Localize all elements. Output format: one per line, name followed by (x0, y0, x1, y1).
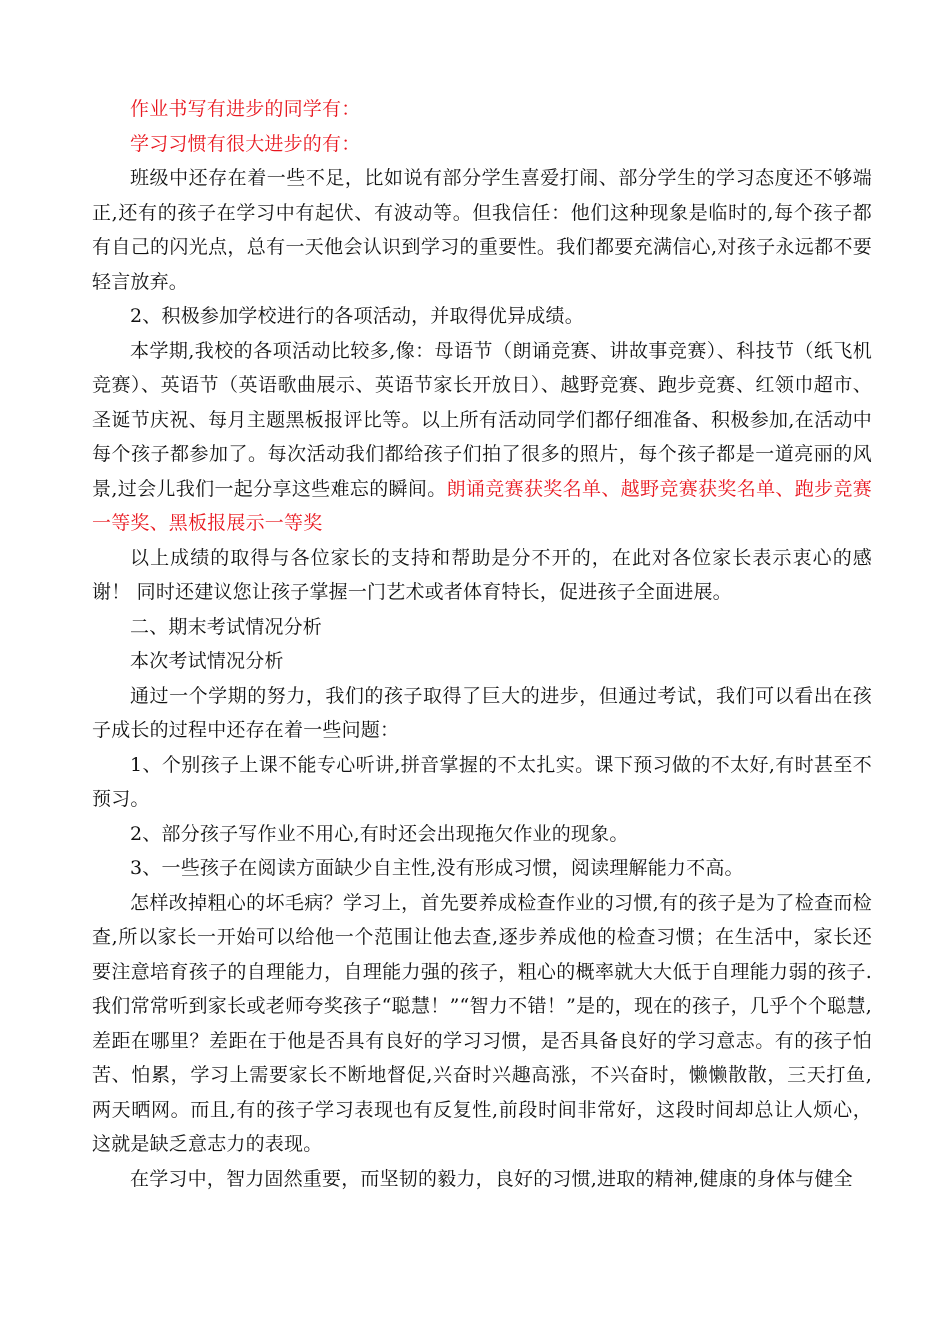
paragraph-habit-progress: 学习习惯有很大进步的有： (130, 132, 361, 155)
paragraph-issue-1: 1、个别孩子上课不能专心听讲,拼音掌握的不太扎实。课下预习做的不太好,有时甚至不预习。 (92, 753, 872, 810)
paragraph-activities (92, 334, 872, 541)
paragraph-exam-intro: 通过一个学期的努力，我们的孩子取得了巨大的进步，但通过考试，我们可以看出在孩子成长的过程中还存在着一些问题： (92, 684, 872, 741)
paragraph-issue-2: 2、部分孩子写作业不用心,有时还会出现拖欠作业的现象。 (130, 822, 629, 845)
awards-list: 朗诵竞赛获奖名单、越野竞赛获奖名单、跑步竞赛一等奖、黑板报展示一等奖 (92, 477, 872, 534)
paragraph-thanks: 以上成绩的取得与各位家长的支持和帮助是分不开的，在此对各位家长表示衷心的感谢！ 同时还建议您让孩子掌握一门艺术或者体育特长，促进孩子全面进展。 (92, 546, 872, 603)
paragraph-carelessness: 怎样改掉粗心的坏毛病？学习上，首先要养成检查作业的习惯,有的孩子是为了检查而检查,所以家长一开始可以给他一个范围让他去查,逐步养成他的检查习惯；在生活中，家长还要注意培育孩子的自理能力，自理能力强的孩子，粗心的概率就大大低于自理能力弱的孩子.我们常常听到家长或老师夸奖孩子“聪慧！”“智力不错！”是的，现在的孩子，几乎个个聪慧,差距在哪里？差距在于他是否具有良好的学习习惯，是否具备良好的学习意志。有的孩子怕苦、怕累，学习上需要家长不断地督促,兴奋时兴趣高涨，不兴奋时，懒懒散散，三天打鱼,两天晒网。而且,有的孩子学习表现也有反复性,前段时间非常好，这段时间却总让人烦心，这就是缺乏意志力的表现。 (92, 891, 872, 1155)
paragraph-activities-heading: 2、积极参加学校进行的各项活动，并取得优异成绩。 (130, 305, 584, 327)
activities-text: 本学期,我校的各项活动比较多,像：母语节（朗诵竞赛、讲故事竞赛）、科技节（纸飞机竞赛）、英语节（英语歌曲展示、英语节家长开放日）、越野竞赛、跑步竞赛、红领巾超市、圣诞节庆祝、每月主题黑板报评比等。以上所有活动同学们都仔细准备、积极参加,在活动中每个孩子都参加了。每次活动我们都给孩子们拍了很多的照片，每个孩子都是一道亮丽的风景,过会儿我们一起分享这些难忘的瞬间。 (92, 339, 872, 500)
paragraph-issue-3: 3、一些孩子在阅读方面缺少自主性,没有形成习惯，阅读理解能力不高。 (130, 857, 744, 879)
document-page (92, 92, 872, 1196)
paragraph-writing-progress: 作业书写有进步的同学有： (130, 98, 361, 120)
paragraph-shortcomings: 班级中还存在着一些不足，比如说有部分学生喜爱打闹、部分学生的学习态度还不够端正,还有的孩子在学习中有起伏、有波动等。但我信任：他们这种现象是临时的,每个孩子都有自己的闪光点，总有一天他会认识到学习的重要性。我们都要充满信心,对孩子永远都不要轻言放弃。 (92, 167, 872, 293)
section-heading-exam: 二、期末考试情况分析 (130, 615, 323, 638)
paragraph-learning-qualities: 在学习中，智力固然重要，而坚韧的毅力，良好的习惯,进取的精神,健康的身体与健全 (130, 1167, 853, 1190)
subheading-exam-analysis: 本次考试情况分析 (130, 650, 284, 672)
